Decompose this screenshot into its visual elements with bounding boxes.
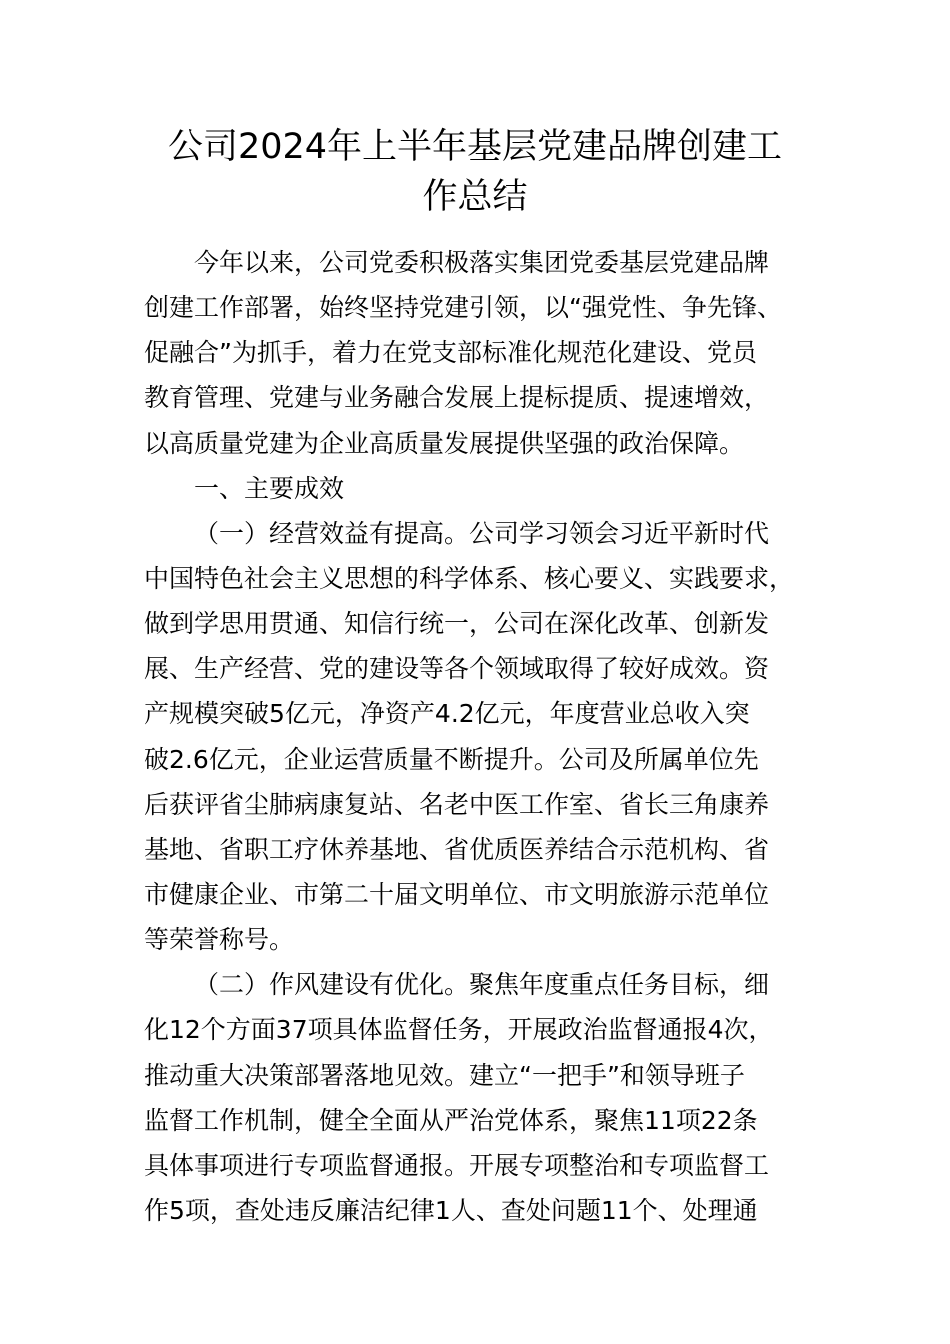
- text-line: 市健康企业、市第二十届文明单位、市文明旅游示范单位: [144, 879, 770, 909]
- text-line: 以高质量党建为企业高质量发展提供坚强的政治保障。: [144, 428, 745, 458]
- title-line: 作总结: [422, 177, 528, 217]
- title-line: 公司2024年上半年基层党建品牌创建工: [167, 127, 783, 167]
- text-line: 一、主要成效: [194, 473, 345, 503]
- document-title: [120, 122, 830, 222]
- text-line: 具体事项进行专项监督通报。开展专项整治和专项监督工: [144, 1150, 770, 1180]
- text-line: 做到学思用贯通、知信行统一，公司在深化改革、创新发: [144, 609, 770, 639]
- text-line: 破2.6亿元，企业运营质量不断提升。公司及所属单位先: [144, 744, 759, 774]
- text-line: 基地、省职工疗休养基地、省优质医养结合示范机构、省: [144, 834, 770, 864]
- text-line: 展、生产经营、党的建设等各个领域取得了较好成效。资: [144, 654, 770, 684]
- text-line: 监督工作机制，健全全面从严治党体系，聚焦11项22条: [144, 1105, 758, 1135]
- text-line: 等荣誉称号。: [144, 925, 295, 955]
- text-line: 今年以来，公司党委积极落实集团党委基层党建品牌: [194, 248, 770, 277]
- text-line: 推动重大决策部署落地见效。建立“一把手”和领导班子: [144, 1060, 745, 1090]
- text-line: 作5项，查处违反廉洁纪律1人、查处问题11个、处理通: [144, 1195, 758, 1225]
- text-line: （二）作风建设有优化。聚焦年度重点任务目标，细: [194, 970, 770, 1000]
- text-line: 产规模突破5亿元，净资产4.2亿元，年度营业总收入突: [144, 699, 750, 729]
- text-line: 教育管理、党建与业务融合发展上提标提质、提速增效，: [144, 383, 770, 413]
- text-line: 化12个方面37项具体监督任务，开展政治监督通报4次，: [144, 1015, 774, 1045]
- text-line: 中国特色社会主义思想的科学体系、核心要义、实践要求，: [144, 563, 795, 593]
- document-body: [144, 240, 824, 1233]
- text-line: 创建工作部署，始终坚持党建引领，以“强党性、争先锋、: [144, 293, 782, 323]
- text-line: 促融合”为抓手，着力在党支部标准化规范化建设、党员: [144, 338, 757, 368]
- text-line: 后获评省尘肺病康复站、名老中医工作室、省长三角康养: [144, 789, 770, 819]
- text-line: （一）经营效益有提高。公司学习领会习近平新时代: [194, 518, 770, 548]
